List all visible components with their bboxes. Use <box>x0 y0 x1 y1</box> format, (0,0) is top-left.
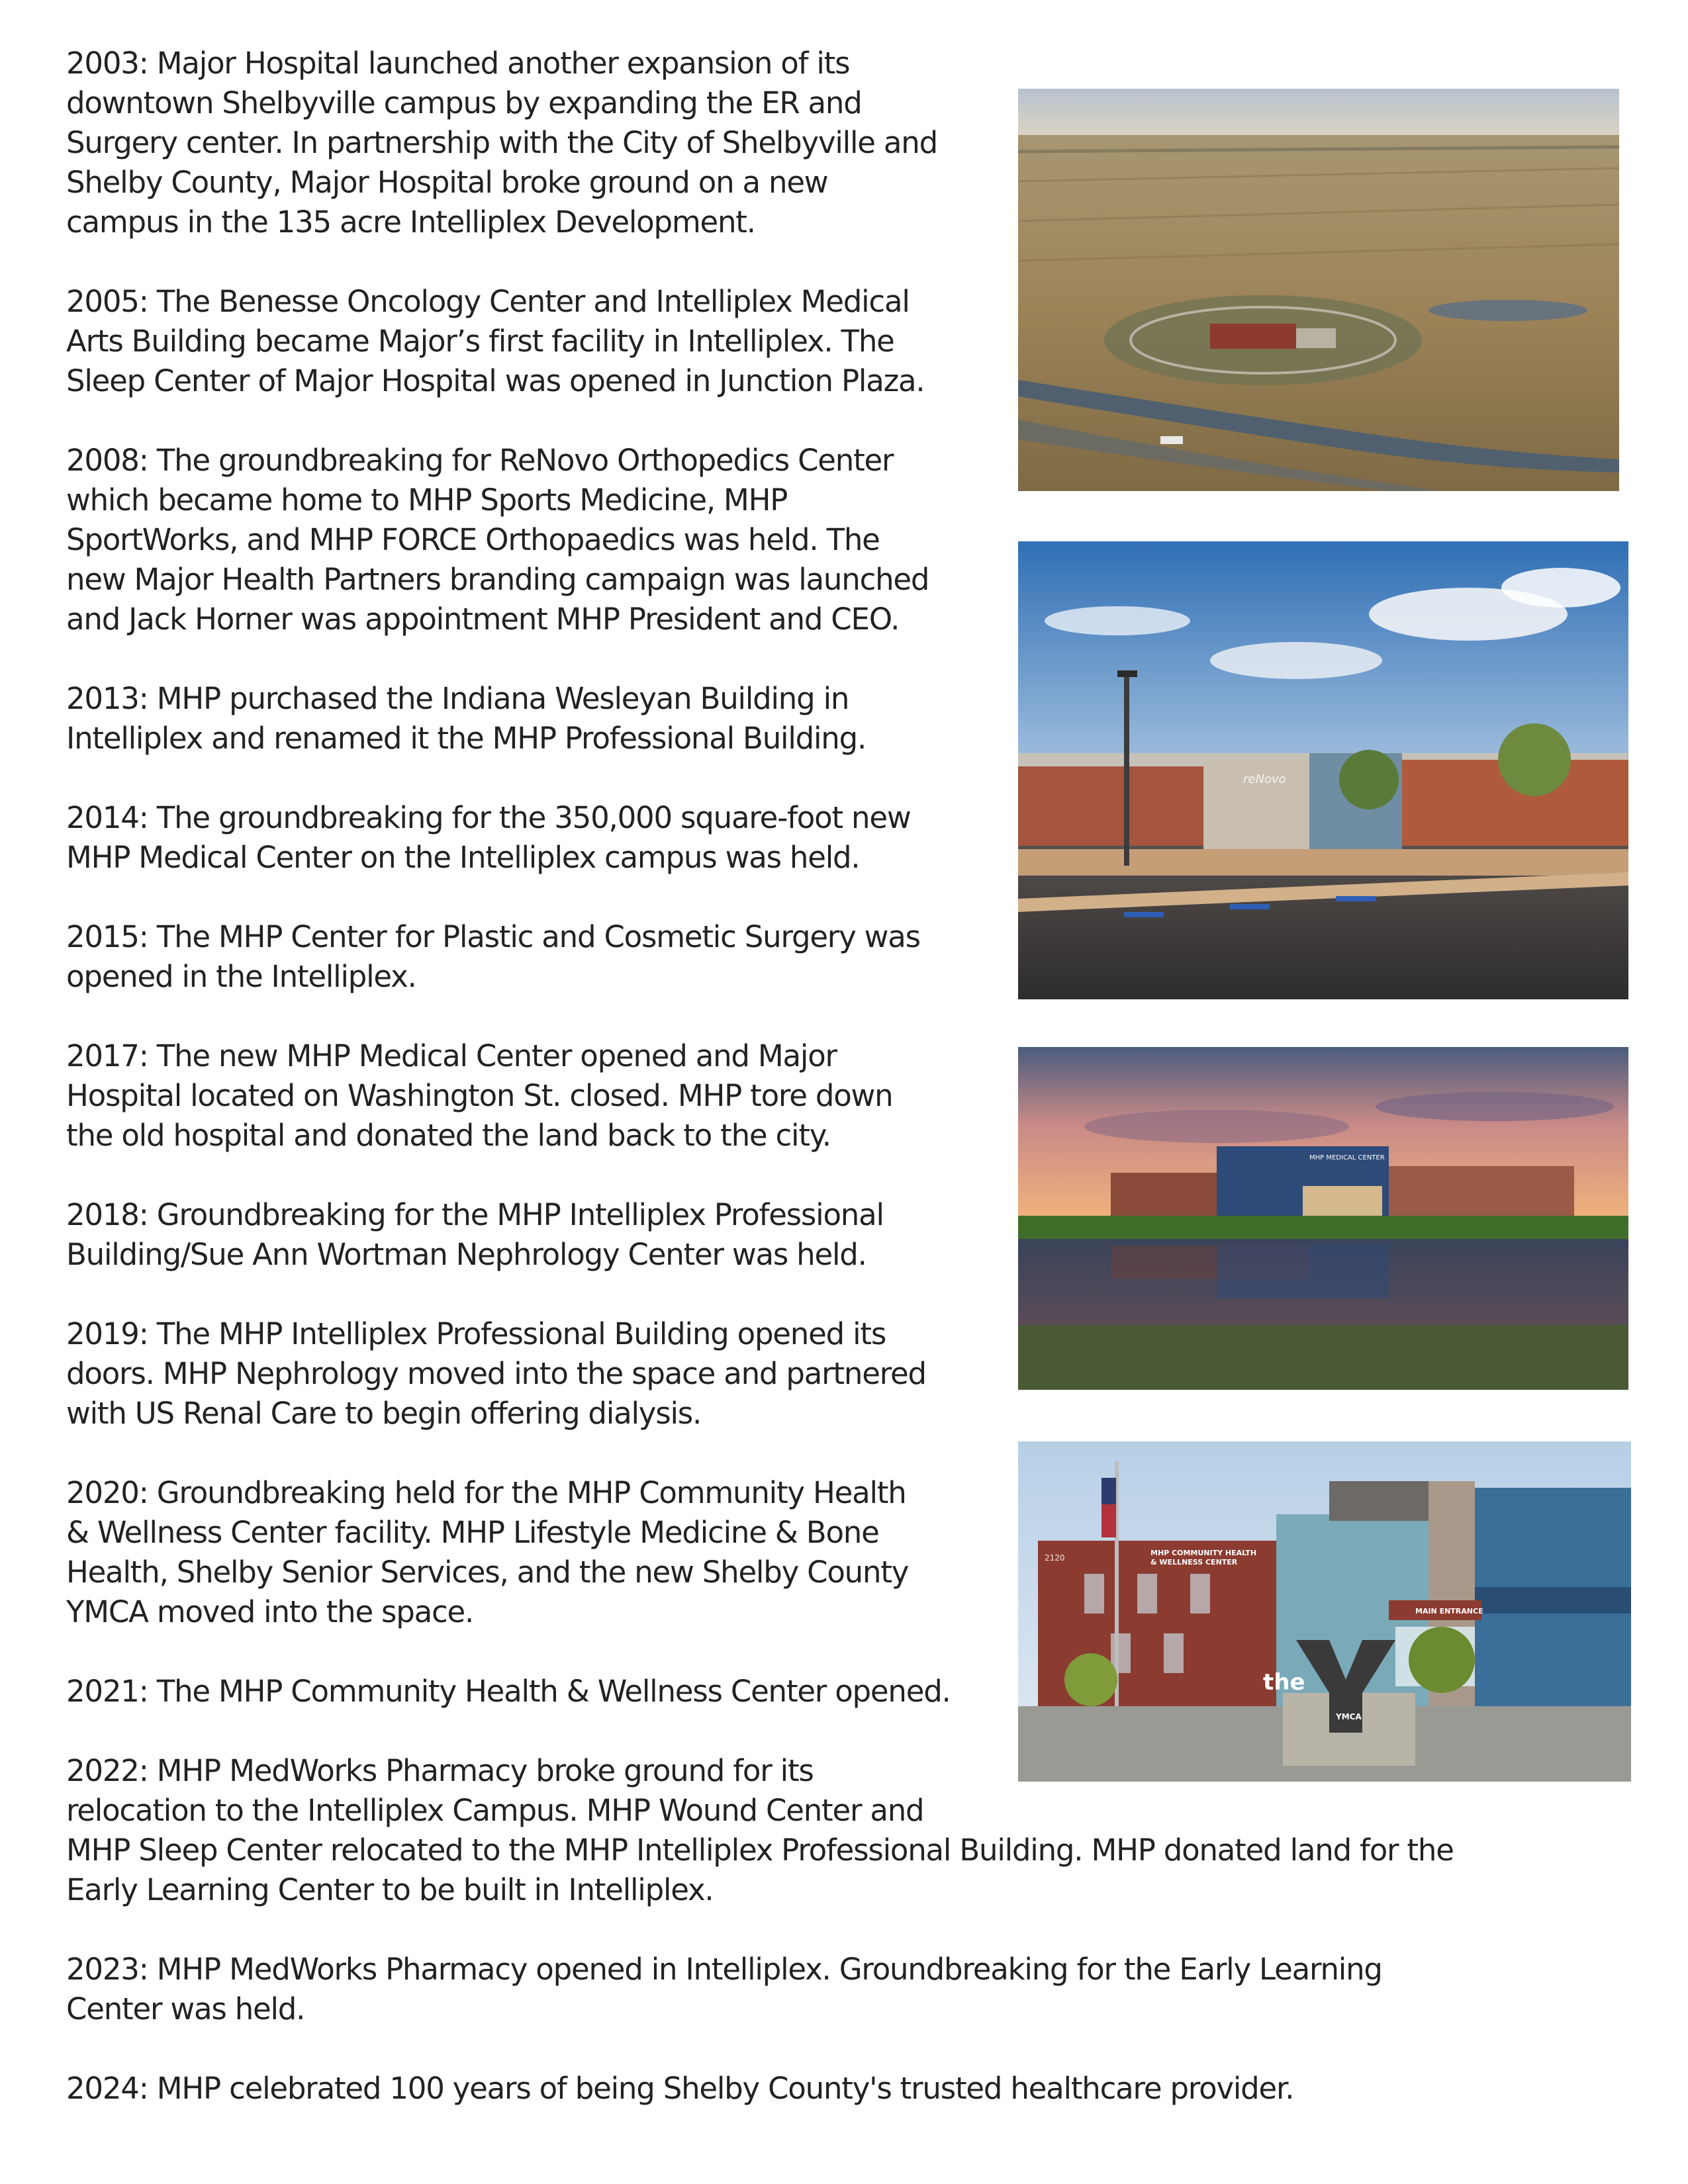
timeline-2014: 2014: The groundbreaking for the 350,000 square-foot new MHP Medical Center on the Intelliplex campus was held. <box>66 800 911 875</box>
timeline-2021: 2021: The MHP Community Health & Wellness Center opened. <box>66 1674 951 1709</box>
address-number: 2120 <box>1045 1553 1065 1563</box>
timeline-2022: 2022: MHP MedWorks Pharmacy broke ground for its relocation to the Intelliplex Campus. MHP Wound Center and MHP Sleep Center relocated to the MHP Intelliplex Professional Building. MHP donated land for the Early Learning Center to be built in Intelliplex. <box>66 1753 1454 1907</box>
timeline-2005: 2005: The Benesse Oncology Center and Intelliplex Medical Arts Building became Major’s first facility in Intelliplex. The Sleep Center of Major Hospital was opened in Junction Plaza. <box>66 284 925 398</box>
timeline-2019: 2019: The MHP Intelliplex Professional Building opened its doors. MHP Nephrology moved into the space and partnered with US Renal Care to begin offering dialysis. <box>66 1316 926 1431</box>
medical-center-sign: MHP MEDICAL CENTER <box>1309 1154 1385 1161</box>
wellness-center-photo <box>1018 1441 1631 1782</box>
renovo-building-photo <box>1018 541 1628 999</box>
aerial-campus-photo <box>1018 89 1619 491</box>
timeline-2003: 2003: Major Hospital launched another expansion of its downtown Shelbyville campus by expanding the ER and Surgery center. In partnership with the City of Shelbyville and Shelby County, Major Hospital broke ground on a new campus in the 135 acre Intelliplex Development. <box>66 46 937 240</box>
timeline-2017: 2017: The new MHP Medical Center opened and Major Hospital located on Washington St. closed. MHP tore down the old hospital and donated the land back to the city. <box>66 1038 893 1153</box>
renovo-sign-text: reNovo <box>1243 772 1286 786</box>
timeline-2024: 2024: MHP celebrated 100 years of being Shelby County's trusted healthcare provider. <box>66 2071 1294 2106</box>
timeline-2015: 2015: The MHP Center for Plastic and Cosmetic Surgery was opened in the Intelliplex. <box>66 919 920 994</box>
timeline-2018: 2018: Groundbreaking for the MHP Intelliplex Professional Building/Sue Ann Wortman Nephrology Center was held. <box>66 1197 884 1272</box>
medical-center-photo <box>1018 1047 1628 1390</box>
timeline-2013: 2013: MHP purchased the Indiana Wesleyan Building in Intelliplex and renamed it the MHP Professional Building. <box>66 681 867 756</box>
timeline-2023: 2023: MHP MedWorks Pharmacy opened in Intelliplex. Groundbreaking for the Early Learning Center was held. <box>66 1952 1382 2026</box>
wellness-sign-line1: MHP COMMUNITY HEALTH <box>1150 1549 1257 1557</box>
ymca-the-text: the <box>1263 1669 1305 1696</box>
ymca-label: YMCA <box>1336 1712 1362 1721</box>
timeline-2020: 2020: Groundbreaking held for the MHP Community Health & Wellness Center facility. MHP Lifestyle Medicine & Bone Health, Shelby Senior Services, and the new Shelby County YMCA moved into the space. <box>66 1475 909 1629</box>
main-entrance-sign: MAIN ENTRANCE <box>1415 1607 1483 1615</box>
timeline-2008: 2008: The groundbreaking for ReNovo Orthopedics Center which became home to MHP Sports Medicine, MHP SportWorks, and MHP FORCE Orthopaedics was held. The new Major Health Partners branding campaign was launched and Jack Horner was appointment MHP President and CEO. <box>66 443 929 637</box>
wellness-sign-line2: & WELLNESS CENTER <box>1150 1558 1238 1567</box>
